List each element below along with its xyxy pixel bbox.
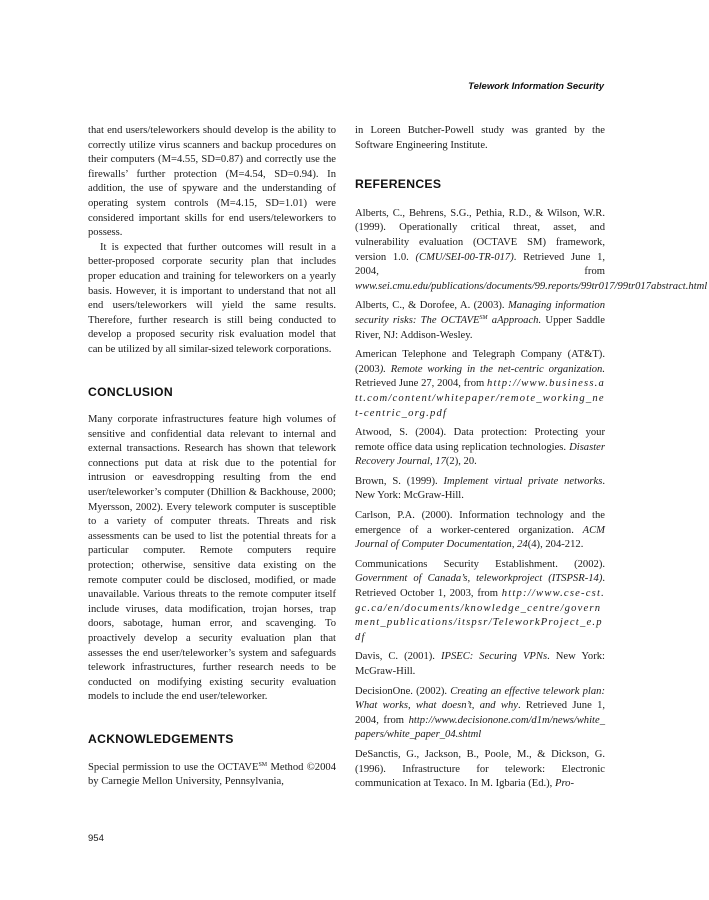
ref-text: Carlson, P.A. (2000). Information technology and the emergence of a worker-centered organization. <box>355 510 605 536</box>
ref-text: Davis, C. (2001). <box>355 651 441 663</box>
ref-text: Retrieved June 27, 2004, from <box>355 378 487 390</box>
ref-url: www.sei.cmu.edu/publications/documents/99.reports/99tr017/99tr017abstract.html <box>355 280 708 292</box>
ref-text: . Retrieved October 1, 2003, from <box>355 573 605 600</box>
ref-text: Communications Security Establishment. (2002). <box>355 558 605 570</box>
reference-item <box>355 207 708 295</box>
ref-text: DecisionOne. (2002). <box>355 685 451 697</box>
reference-item <box>355 299 605 343</box>
ref-italic: ). Remote working in the net-centric organization. <box>379 363 605 375</box>
ref-text: Atwood, S. (2004). Data protection: Protecting your remote office data using replication technologies. <box>355 427 605 453</box>
page-number: 954 <box>88 833 104 844</box>
ref-text: Brown, S. (1999). <box>355 475 444 487</box>
ref-italic: Government of Canada’s, teleworkproject (ITSPSR-14) <box>355 573 603 585</box>
ref-italic: ACM Journal of Computer Documentation, 24 <box>355 524 605 551</box>
reference-item <box>355 685 605 743</box>
conclusion-heading: CONCLUSION <box>88 384 173 399</box>
running-head: Telework Information Security <box>468 81 604 92</box>
ref-italic: Creating an effective telework plan: What works, what doesn’t, and why <box>355 685 605 712</box>
ref-text: (2), 20. <box>445 456 477 468</box>
ref-url: http://www.decisionone.com/d1m/news/white_papers/white_paper_04.shtml <box>355 714 605 741</box>
ref-italic: Disaster Recovery Journal, 17 <box>355 441 605 468</box>
ack-text: Method ©2004 by Carnegie Mellon University, Pennsylvania, <box>88 761 336 788</box>
reference-item <box>355 426 605 470</box>
ref-text: DeSanctis, G., Jackson, B., Poole, M., & Dickson, G. (1996). Infrastructure for telework: Electronic communication at Texaco. In M. Igbaria (Ed.), <box>355 748 605 790</box>
reference-item <box>355 650 605 679</box>
acknowledgements-heading: ACKNOWLEDGEMENTS <box>88 731 234 746</box>
reference-item <box>355 558 605 646</box>
ref-italic-text: aApproach. <box>487 314 542 326</box>
ref-text: . New York: McGraw-Hill. <box>355 475 605 502</box>
ref-text: Alberts, C., Behrens, S.G., Pethia, R.D., & Wilson, W.R. (1999). Operationally critical threat, asset, and vulnerability evaluation (OCTAVE SM) framework, version 1.0. <box>355 207 605 263</box>
reference-item <box>355 475 605 504</box>
ref-text: . Retrieved June 1, 2004, from <box>355 251 606 278</box>
ref-italic: IPSEC: Securing VPNs <box>440 651 548 663</box>
ref-italic-text: Managing information security risks: The OCTAVE <box>355 300 605 326</box>
service-mark: SM <box>258 761 268 768</box>
reference-item <box>355 509 605 553</box>
ref-text: . New York: McGraw-Hill. <box>355 651 605 677</box>
ref-text: American Telephone and Telegraph Company (AT&T). (2003 <box>355 349 605 375</box>
ref-text: Upper Saddle River, NJ: Addison-Wesley. <box>355 314 606 341</box>
ref-url: http://www.cse-cst.gc.ca/en/documents/knowledge_centre/government_publications/itspsr/TeleworkProject_e.pdf <box>355 588 605 643</box>
ref-text: Alberts, C., & Dorofee, A. (2003). <box>355 300 508 312</box>
right-column <box>355 124 708 792</box>
acknowledgements-continued: in Loreen Butcher-Powell study was granted by the Software Engineering Institute. <box>355 125 605 151</box>
ref-url: http://www.business.att.com/content/whitepaper/remote_working_net-centric_org.pdf <box>355 378 605 419</box>
ack-text: Special permission to use the OCTAVE <box>88 761 259 773</box>
references-heading: REFERENCES <box>355 177 442 192</box>
conclusion-paragraph: Many corporate infrastructures feature high volumes of sensitive and confidential data relevant to internal and external transactions. Research has shown that telework connections put data at risk due to the potential for intrusion or eavesdropping resulting from the end user/teleworker’s computer (Dhillion & Backhouse, 2000; Myersson, 2002). Every telework computer is susceptible to a variety of computer threats. Threats and risk assessments can be used to list the potential threats for a particular computer. Remote computers require protection; otherwise, sensitive data existing on the remote computer could be disclosed, modified, or made unavailable. Various threats to the remote computer itself include viruses, data modification, trojan horses, trap doors, sabotage, human error, and scavenging. To proactively develop a security evaluation plan that assesses the end user/teleworker’s system and safeguards telework infrastructures, further research needs to be conducted on modifying existing security evaluation models to include the end user/teleworker. <box>88 414 336 703</box>
ref-italic: Pro- <box>554 778 575 790</box>
body-paragraph: It is expected that further outcomes will result in a better-proposed corporate security plan that includes proper education and training for teleworkers on a yearly basis. However, it is important to understand that not all end users/teleworkers will yield the same results. Therefore, further research is still being conducted to develop a proposed security risk evaluation model that can be utilized by all similar-sized telework corporations. <box>88 241 336 355</box>
ref-text: (4), 204-212. <box>527 539 584 551</box>
reference-item <box>355 348 605 421</box>
ref-italic: (CMU/SEI-00-TR-017) <box>415 251 514 263</box>
service-mark: SM <box>479 314 488 321</box>
ref-italic: Implement virtual private networks <box>443 475 603 487</box>
left-column <box>88 124 336 790</box>
reference-item <box>355 748 605 792</box>
acknowledgements-paragraph <box>88 761 336 790</box>
body-paragraph: that end users/teleworkers should develop is the ability to correctly utilize virus scanners and backup procedures on their computers (M=4.55, SD=0.87) and correctly use the firewalls’ further protection (M=4.54, SD=0.94). In addition, the use of spyware and the understanding of operating system controls (M=4.15, SD=1.01) were considered important skills for end users/teleworkers to possess. <box>88 125 336 239</box>
ref-text: . Retrieved June 1, 2004, from <box>355 700 606 726</box>
